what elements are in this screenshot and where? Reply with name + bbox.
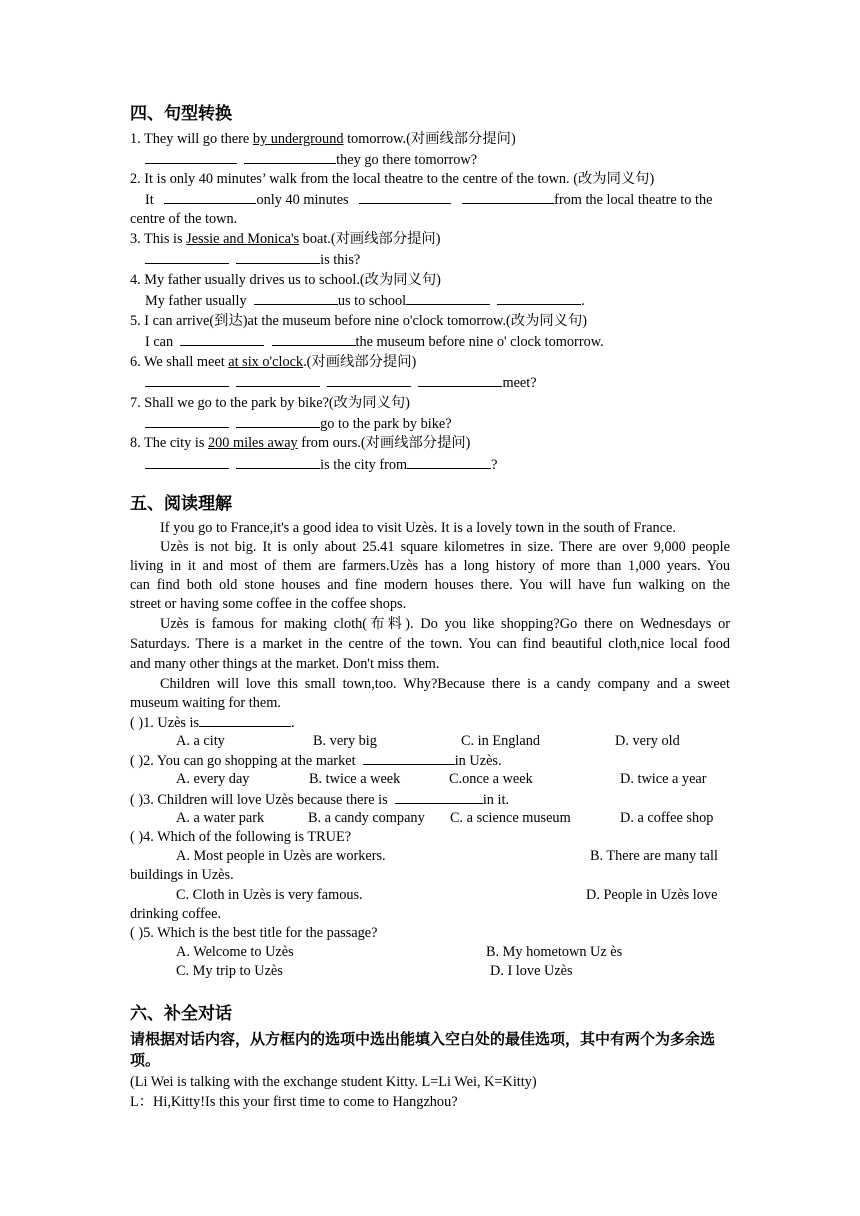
section-4-title: 四、句型转换 [130, 104, 232, 124]
q4-5-answer-line [145, 332, 604, 351]
passage-line: living in it and most of them are farmers.Uzès has a long history of more than 1,000 years. You [130, 558, 730, 574]
q4-3-answer-line [145, 250, 360, 269]
answer-blank[interactable] [359, 190, 451, 204]
q-text: ? [491, 457, 498, 473]
q-text: It [145, 192, 154, 208]
q4-1-text [130, 130, 516, 148]
option-c[interactable]: C. Cloth in Uzès is very famous. [176, 887, 363, 903]
option-d[interactable]: D. I love Uzès [490, 963, 573, 979]
dialogue-intro: (Li Wei is talking with the exchange student Kitty. L=Li Wei, K=Kitty) [130, 1074, 537, 1090]
q-text: . [291, 715, 295, 731]
q4-1-answer-line [145, 150, 477, 169]
option-b[interactable]: B. twice a week [309, 771, 401, 787]
mc-question-1 [130, 713, 295, 732]
option-a[interactable]: A. a water park [176, 810, 265, 826]
q-text: 3. This is [130, 231, 187, 247]
q-text: in it. [482, 792, 510, 808]
underlined-phrase: 200 miles away [207, 435, 298, 451]
q-text: 8. The city is [130, 435, 208, 451]
q4-8-text [130, 434, 470, 452]
answer-blank[interactable] [145, 250, 229, 264]
option-d[interactable]: D. very old [615, 733, 680, 749]
answer-blank[interactable] [462, 190, 554, 204]
answer-blank[interactable] [236, 373, 320, 387]
answer-blank[interactable] [327, 373, 411, 387]
q-text: 6. We shall meet [130, 354, 229, 370]
q-instruction: from ours.(对画线部分提问) [297, 435, 471, 451]
q-text: from the local theatre to the [554, 192, 713, 208]
q-text: is the city from [320, 457, 408, 473]
answer-blank[interactable] [145, 414, 229, 428]
option-b[interactable]: B. a candy company [308, 810, 425, 826]
option-b[interactable]: B. There are many tall [590, 848, 718, 864]
answer-blank[interactable] [407, 455, 491, 469]
q-text: ( )3. Children will love Uzès because there is [130, 792, 388, 808]
option-a[interactable]: A. Welcome to Uzès [176, 944, 294, 960]
option-a[interactable]: A. Most people in Uzès are workers. [176, 848, 386, 864]
answer-blank[interactable] [180, 332, 264, 346]
q4-7-answer-line [145, 414, 452, 433]
passage-line: If you go to France,it's a good idea to visit Uzès. It is a lovely town in the south of France. [160, 520, 676, 536]
option-c[interactable]: C. a science museum [450, 810, 571, 826]
q4-8-answer-line [145, 455, 497, 474]
answer-blank[interactable] [418, 373, 502, 387]
option-d[interactable]: D. People in Uzès love [586, 887, 718, 903]
section-5-title: 五、阅读理解 [130, 494, 232, 514]
q4-4-answer-line [145, 291, 585, 310]
mc-question-4: ( )4. Which of the following is TRUE? [130, 829, 352, 845]
q4-2-answer-line [145, 190, 730, 209]
q-text: meet? [502, 375, 537, 391]
q4-3-text [130, 230, 440, 248]
underlined-phrase: by underground [252, 131, 344, 147]
section-6-instruction: 请根据对话内容，从方框内的选项中选出能填入空白处的最佳选项，其中有两个为多余选 [130, 1030, 716, 1048]
option-d-cont: drinking coffee. [130, 906, 222, 922]
answer-blank[interactable] [272, 332, 356, 346]
answer-blank[interactable] [363, 751, 455, 765]
option-a[interactable]: A. a city [176, 733, 225, 749]
passage-line: museum waiting for them. [130, 695, 281, 711]
mc-question-5: ( )5. Which is the best title for the passage? [130, 925, 378, 941]
q-instruction: boat.(对画线部分提问) [299, 231, 441, 247]
underlined-phrase: at six o'clock [228, 354, 304, 370]
q-text: ( )1. Uzès is [130, 715, 200, 731]
q-text: the museum before nine o' clock tomorrow. [355, 334, 604, 350]
q-text: only 40 minutes [256, 192, 349, 208]
answer-blank[interactable] [244, 150, 336, 164]
answer-blank[interactable] [236, 250, 320, 264]
q-instruction: .(对画线部分提问) [303, 354, 417, 370]
answer-blank[interactable] [395, 790, 483, 804]
section-6-title: 六、补全对话 [130, 1004, 232, 1024]
q-instruction: tomorrow.(对画线部分提问) [343, 131, 516, 147]
answer-blank[interactable] [199, 713, 291, 727]
q-text: go to the park by bike? [320, 416, 452, 432]
passage-line: can find both old stone houses and fine modern houses there. You will have fun walking on the [130, 577, 730, 593]
q4-2-text-cont: centre of the town. [130, 211, 238, 227]
q-text: us to school [337, 293, 407, 309]
option-a[interactable]: A. every day [176, 771, 250, 787]
dialogue-line: L：Hi,Kitty!Is this your first time to come to Hangzhou? [130, 1094, 458, 1110]
q4-2-text: 2. It is only 40 minutes’ walk from the local theatre to the centre of the town. (改为同义句) [130, 171, 655, 187]
answer-blank[interactable] [145, 455, 229, 469]
option-c[interactable]: C. in England [461, 733, 541, 749]
q-text: 1. They will go there [130, 131, 253, 147]
q4-6-answer-line [145, 373, 537, 392]
option-b[interactable]: B. My hometown Uz ès [486, 944, 623, 960]
q-text: is this? [320, 252, 361, 268]
answer-blank[interactable] [497, 291, 581, 305]
passage-line: Children will love this small town,too. Why?Because there is a candy company and a sweet [160, 676, 730, 692]
option-d[interactable]: D. twice a year [620, 771, 707, 787]
passage-line: street or having some coffee in the coffee shops. [130, 596, 407, 612]
passage-line: and many other things at the market. Don't miss them. [130, 656, 440, 672]
q-text: I can [145, 334, 174, 350]
q-text: ( )2. You can go shopping at the market [130, 753, 356, 769]
passage-line: Saturdays. There is a market in the centre of the town. You can find beautiful cloth,nice local food [130, 636, 730, 652]
answer-blank[interactable] [236, 414, 320, 428]
mc-question-3 [130, 790, 509, 809]
option-c[interactable]: C.once a week [449, 771, 533, 787]
option-b[interactable]: B. very big [313, 733, 377, 749]
q-text: in Uzès. [454, 753, 502, 769]
answer-blank[interactable] [254, 291, 338, 305]
option-c[interactable]: C. My trip to Uzès [176, 963, 283, 979]
q-text: My father usually [145, 293, 247, 309]
q4-7-text: 7. Shall we go to the park by bike?(改为同义句) [130, 395, 410, 411]
answer-blank[interactable] [236, 455, 320, 469]
answer-blank[interactable] [164, 190, 256, 204]
answer-blank[interactable] [145, 373, 229, 387]
section-6-instruction-cont: 项。 [130, 1051, 161, 1069]
underlined-phrase: Jessie and Monica's [186, 231, 300, 247]
q-text: they go there tomorrow? [336, 152, 478, 168]
passage-line: Uzès is famous for making cloth(布料). Do you like shopping?Go there on Wednesdays or [160, 616, 730, 632]
q4-6-text [130, 353, 416, 371]
answer-blank[interactable] [145, 150, 237, 164]
q-text: . [581, 293, 585, 309]
mc-question-2 [130, 751, 502, 770]
option-d[interactable]: D. a coffee shop [620, 810, 714, 826]
answer-blank[interactable] [406, 291, 490, 305]
q4-5-text: 5. I can arrive(到达)at the museum before nine o'clock tomorrow.(改为同义句) [130, 313, 588, 329]
q4-4-text: 4. My father usually drives us to school.(改为同义句) [130, 272, 441, 288]
passage-line: Uzès is not big. It is only about 25.41 square kilometres in size. There are over 9,000 people [160, 539, 730, 555]
option-b-cont: buildings in Uzès. [130, 867, 234, 883]
